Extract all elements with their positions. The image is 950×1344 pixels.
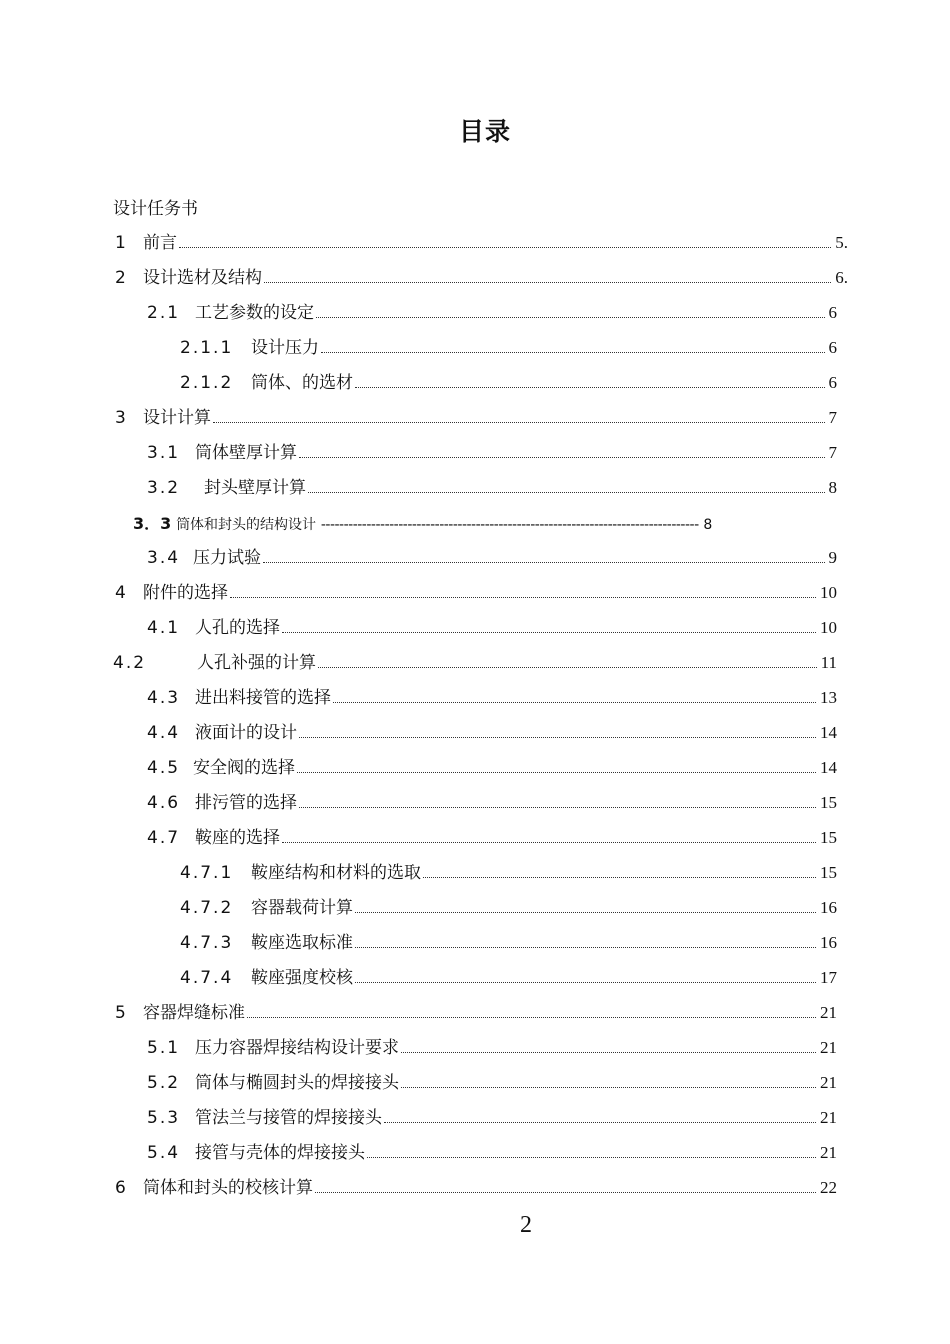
toc-entry-page: 6 [828,303,837,322]
leader-dots [333,702,816,703]
toc-entry-number: 5.3 [147,1108,181,1128]
leader-dots [355,947,816,948]
toc-entry-label: 设计选材及结构 [143,268,262,288]
toc-entry-page: 11 [820,653,837,672]
toc-heading: 设计任务书 [113,199,198,219]
toc-entry[interactable] [180,859,837,883]
toc-entry[interactable] [113,649,837,673]
toc-entry-number: 4.7.2 [180,898,234,918]
toc-entry-page: 8 [828,478,837,497]
toc-entry-number: 2 [115,268,126,288]
leader-dots [230,597,816,598]
toc-entry-label: 接管与壳体的焊接接头 [195,1143,365,1163]
leader-dots [282,842,816,843]
toc-entry-label: 工艺参数的设定 [195,303,314,323]
toc-entry-page: 21 [820,1143,837,1162]
toc-entry-number: 3．3 [133,514,172,533]
toc-entry[interactable] [147,474,837,498]
toc-entry-number: 4.6 [147,793,181,813]
toc-entry[interactable] [147,754,837,778]
toc-entry-page: 6 [828,373,837,392]
toc-entry-label: 管法兰与接管的焊接接头 [195,1108,382,1128]
leader-dots [401,1087,816,1088]
toc-entry-number: 4.7.3 [180,933,234,953]
toc-entry-page: 21 [820,1108,837,1127]
toc-entry-page: 17 [820,968,837,987]
toc-entry-page: 10 [820,618,837,637]
toc-entry-page: 16 [820,933,837,952]
toc-entry[interactable] [180,929,837,953]
leader-dots [401,1052,816,1053]
toc-entry-page: 6 [828,338,837,357]
toc-entry-page: 10 [820,583,837,602]
toc-entry-number: 5 [115,1003,126,1023]
leader-dots [355,982,816,983]
page-title: 目录 [458,117,511,146]
toc-entry-page: 21 [820,1038,837,1057]
toc-entry-label: 进出料接管的选择 [195,688,331,708]
toc-entry-label: 排污管的选择 [195,793,297,813]
toc-entry-label: 鞍座的选择 [195,828,280,848]
toc-entry[interactable] [115,229,848,253]
toc-entry-number: 4.3 [147,688,181,708]
toc-entry-page: 9 [828,548,837,567]
toc-entry-label: 封头壁厚计算 [204,478,306,498]
toc-entry-number: 5.4 [147,1143,181,1163]
toc-entry[interactable] [115,579,837,603]
leader-dots [247,1017,816,1018]
toc-entry[interactable] [115,404,837,428]
leader-dots [423,877,816,878]
toc-entry-label: 筒体和封头的校核计算 [143,1178,313,1198]
toc-entry[interactable] [147,1104,837,1128]
toc-entry-page: 13 [820,688,837,707]
toc-entry-label: 筒体与椭圆封头的焊接接头 [195,1073,399,1093]
toc-entry-label: 筒体壁厚计算 [195,443,297,463]
toc-entry-page: 6. [835,268,848,287]
toc-entry-label: 压力试验 [193,548,261,568]
toc-entry-number: 5.2 [147,1073,181,1093]
toc-entry-number: 4.7.1 [180,863,234,883]
toc-entry-label: 容器焊缝标准 [143,1003,245,1023]
toc-entry[interactable] [147,544,837,568]
leader-dots [355,387,825,388]
toc-entry-label: 筒体、的选材 [251,373,353,393]
toc-entry-page: 8 [703,517,713,533]
toc-entry-page: 15 [820,793,837,812]
toc-entry[interactable] [147,1139,837,1163]
toc-entry[interactable] [147,789,837,813]
leader-dashes: ----------------------------------------------------------------------------------- [320,517,699,533]
toc-entry-label: 人孔的选择 [195,618,280,638]
toc-entry-label: 附件的选择 [143,583,228,603]
toc-entry-number: 6 [115,1178,126,1198]
toc-entry-number: 3.2 [147,478,181,498]
toc-entry[interactable] [147,614,837,638]
leader-dots [282,632,816,633]
toc-entry-label: 鞍座选取标准 [251,933,353,953]
toc-entry-number: 4.4 [147,723,181,743]
toc-entry-label: 筒体和封头的结构设计 [176,517,317,533]
toc-entry-number: 2.1.2 [180,373,234,393]
toc-entry[interactable] [115,1174,837,1198]
toc-entry-number: 2.1 [147,303,181,323]
leader-dots [355,912,816,913]
toc-entry-label: 人孔补强的计算 [197,653,316,673]
toc-entry[interactable] [180,894,837,918]
toc-entry-number: 3.4 [147,548,181,568]
leader-dots [264,282,831,283]
toc-entry-number: 1 [115,233,126,253]
toc-entry[interactable] [147,439,837,463]
leader-dots [318,667,817,668]
toc-entry-page: 5. [835,233,848,252]
toc-entry-page: 14 [820,723,837,742]
toc-entry-page: 16 [820,898,837,917]
toc-entry-label: 设计压力 [251,338,319,358]
toc-entry-page: 15 [820,863,837,882]
leader-dots [263,562,825,563]
toc-entry-page: 15 [820,828,837,847]
toc-entry[interactable] [147,1069,837,1093]
leader-dots [321,352,825,353]
toc-entry-page: 7 [828,443,837,462]
toc-entry-label: 压力容器焊接结构设计要求 [195,1038,399,1058]
leader-dots [299,457,825,458]
toc-entry-number: 5.1 [147,1038,181,1058]
toc-entry-number: 4.7.4 [180,968,234,988]
toc-entry-label: 设计计算 [143,408,211,428]
toc-entry-page: 21 [820,1003,837,1022]
toc-entry-number: 4.1 [147,618,181,638]
toc-entry-label: 前言 [143,233,177,253]
toc-entry-page: 22 [820,1178,837,1197]
leader-dots [316,317,825,318]
leader-dots [213,422,825,423]
toc-entry-number: 2.1.1 [180,338,234,358]
toc-entry-label: 安全阀的选择 [193,758,295,778]
toc-entry-number: 3.1 [147,443,181,463]
toc-entry[interactable] [180,964,837,988]
toc-entry-page: 14 [820,758,837,777]
leader-dots [308,492,825,493]
toc-entry[interactable] [180,369,837,393]
toc-entry-page: 21 [820,1073,837,1092]
toc-entry[interactable] [147,299,837,323]
toc-entry-page: 7 [828,408,837,427]
toc-entry-number: 4.7 [147,828,181,848]
toc-entry[interactable] [180,334,837,358]
toc-entry-label: 鞍座结构和材料的选取 [251,863,421,883]
page-number: 2 [520,1212,532,1238]
leader-dots [297,772,816,773]
leader-dots [179,247,831,248]
toc-entry-number: 3 [115,408,126,428]
toc-entry-label: 液面计的设计 [195,723,297,743]
toc-entry-number: 4.5 [147,758,181,778]
toc-entry[interactable] [147,684,837,708]
leader-dots [315,1192,816,1193]
toc-entry[interactable] [133,511,712,534]
toc-entry[interactable] [147,1034,837,1058]
toc-entry[interactable] [147,824,837,848]
leader-dots [299,807,816,808]
leader-dots [299,737,816,738]
toc-entry-number: 4 [115,583,126,603]
toc-entry-label: 容器载荷计算 [251,898,353,918]
leader-dots [384,1122,816,1123]
toc-entry-label: 鞍座强度校核 [251,968,353,988]
leader-dots [367,1157,816,1158]
toc-entry[interactable] [115,999,837,1023]
toc-entry-number: 4.2 [113,653,147,673]
toc-entry[interactable] [147,719,837,743]
toc-entry[interactable] [115,264,848,288]
